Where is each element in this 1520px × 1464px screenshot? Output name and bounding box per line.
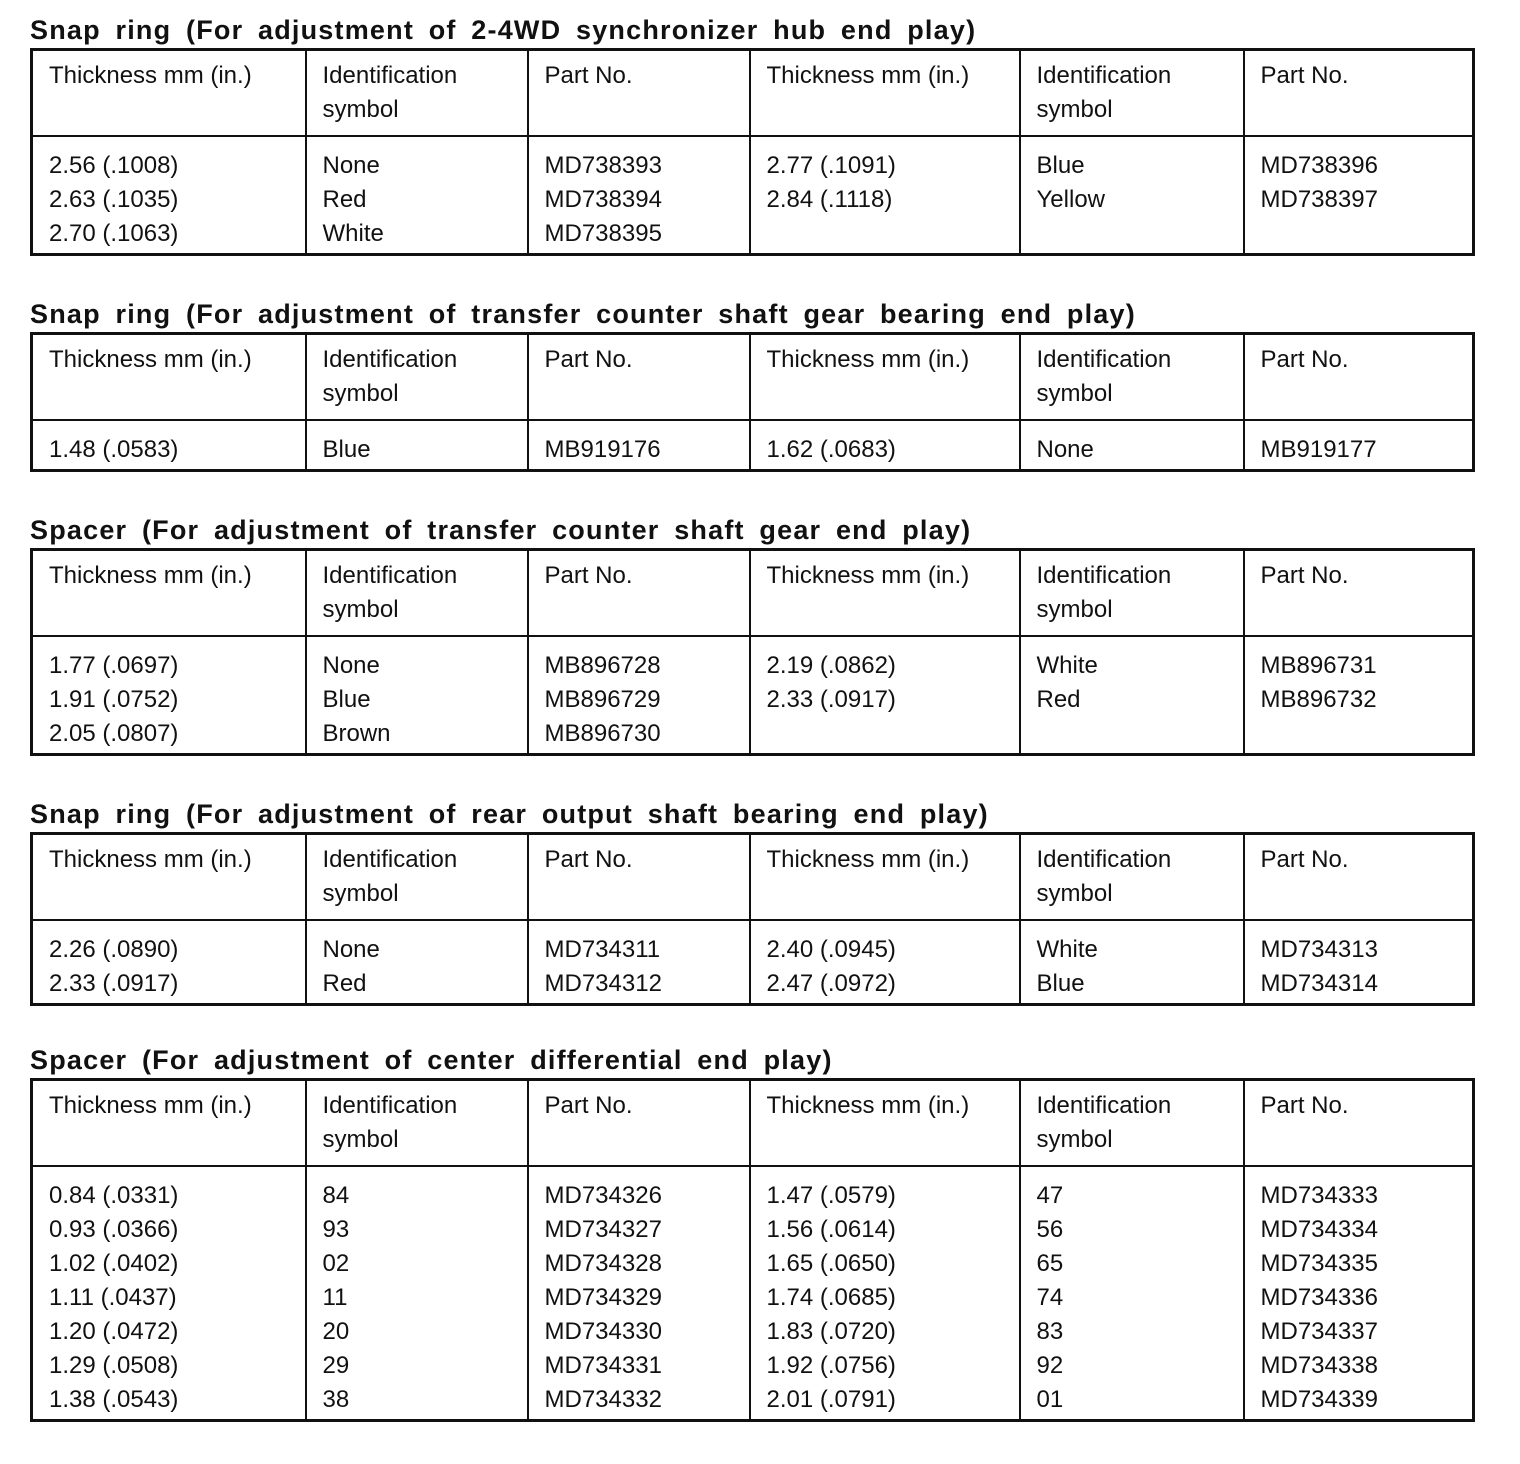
- spec-section: [30, 796, 1474, 1006]
- header-part-no: [1244, 50, 1474, 137]
- part-value: MD738396: [1260, 152, 1378, 179]
- right-part-cell: [1244, 920, 1474, 1005]
- symbol-value: 38: [322, 1386, 350, 1413]
- header-part-no: [1244, 834, 1474, 921]
- symbol-value: 84: [322, 1182, 350, 1209]
- header-part-label: Part No.: [1260, 562, 1349, 589]
- header-ident-line1: Identification: [1036, 62, 1172, 89]
- thickness-value: 1.47 (.0579): [766, 1182, 896, 1209]
- part-value: MB896730: [544, 720, 661, 747]
- part-value: MD734334: [1260, 1216, 1378, 1243]
- left-symbol-cell: [306, 136, 528, 255]
- symbol-value: White: [322, 220, 384, 247]
- right-thickness-cell: [750, 920, 1020, 1005]
- right-thickness-cell: [750, 420, 1020, 471]
- header-part-no: [528, 334, 750, 421]
- symbol-value: None: [322, 652, 380, 679]
- left-part-cell: [528, 636, 750, 755]
- header-thickness-label: Thickness mm (in.): [49, 62, 252, 89]
- symbol-value: 20: [322, 1318, 350, 1345]
- header-ident-line2: symbol: [1036, 880, 1113, 907]
- part-value: MD734314: [1260, 970, 1378, 997]
- left-thickness-cell: [32, 420, 306, 471]
- header-ident-line2: symbol: [1036, 380, 1113, 407]
- right-part-cell: [1244, 420, 1474, 471]
- part-value: MD734313: [1260, 936, 1378, 963]
- right-thickness-cell: [750, 636, 1020, 755]
- left-thickness-cell: [32, 920, 306, 1005]
- data-row: [32, 1166, 1474, 1421]
- header-part-label: Part No.: [544, 846, 633, 873]
- header-thickness-label: Thickness mm (in.): [766, 346, 970, 373]
- symbol-value: 47: [1036, 1182, 1064, 1209]
- header-ident-line2: symbol: [322, 96, 399, 123]
- header-thickness: [750, 334, 1020, 421]
- header-ident-line1: Identification: [322, 562, 458, 589]
- thickness-value: 2.26 (.0890): [49, 936, 179, 963]
- header-ident-line1: Identification: [322, 1092, 458, 1119]
- right-part-cell: [1244, 636, 1474, 755]
- symbol-value: 74: [1036, 1284, 1064, 1311]
- left-symbol-cell: [306, 420, 528, 471]
- header-thickness: [750, 50, 1020, 137]
- header-ident-line2: symbol: [322, 380, 399, 407]
- header-identification-symbol: [306, 50, 528, 137]
- left-part-cell: [528, 920, 750, 1005]
- header-row: [32, 1080, 1474, 1167]
- right-symbol-cell: [1020, 136, 1244, 255]
- left-part-cell: [528, 1166, 750, 1421]
- part-value: MD734338: [1260, 1352, 1378, 1379]
- thickness-value: 2.84 (.1118): [766, 186, 893, 213]
- thickness-value: 0.93 (.0366): [49, 1216, 179, 1243]
- part-value: MD734339: [1260, 1386, 1378, 1413]
- thickness-value: 1.20 (.0472): [49, 1318, 179, 1345]
- symbol-value: White: [1036, 936, 1098, 963]
- symbol-value: Blue: [322, 686, 371, 713]
- right-part-cell: [1244, 1166, 1474, 1421]
- left-part-cell: [528, 420, 750, 471]
- symbol-value: Brown: [322, 720, 391, 747]
- symbol-value: 11: [322, 1284, 348, 1311]
- left-thickness-cell: [32, 636, 306, 755]
- header-ident-line2: symbol: [322, 880, 399, 907]
- thickness-value: 2.56 (.1008): [49, 152, 179, 179]
- symbol-value: 92: [1036, 1352, 1064, 1379]
- thickness-value: 2.70 (.1063): [49, 220, 179, 247]
- thickness-value: 2.19 (.0862): [766, 652, 896, 679]
- symbol-value: 65: [1036, 1250, 1064, 1277]
- symbol-value: None: [322, 152, 380, 179]
- thickness-value: 1.48 (.0583): [49, 436, 179, 463]
- header-thickness: [750, 834, 1020, 921]
- spec-table: [30, 1078, 1475, 1422]
- header-thickness-label: Thickness mm (in.): [766, 62, 970, 89]
- thickness-value: 1.65 (.0650): [766, 1250, 896, 1277]
- header-thickness-label: Thickness mm (in.): [766, 1092, 970, 1119]
- spec-table: [30, 332, 1475, 472]
- left-symbol-cell: [306, 636, 528, 755]
- left-symbol-cell: [306, 1166, 528, 1421]
- right-thickness-cell: [750, 136, 1020, 255]
- thickness-value: 1.74 (.0685): [766, 1284, 896, 1311]
- header-identification-symbol: [1020, 1080, 1244, 1167]
- part-value: MD734337: [1260, 1318, 1378, 1345]
- part-value: MD734333: [1260, 1182, 1378, 1209]
- part-value: MB919177: [1260, 436, 1377, 463]
- symbol-value: Blue: [1036, 152, 1085, 179]
- header-part-no: [1244, 334, 1474, 421]
- header-thickness-label: Thickness mm (in.): [49, 346, 252, 373]
- thickness-value: 2.40 (.0945): [766, 936, 896, 963]
- thickness-value: 1.83 (.0720): [766, 1318, 896, 1345]
- header-ident-line2: symbol: [1036, 1126, 1113, 1153]
- header-part-label: Part No.: [544, 62, 633, 89]
- header-ident-line1: Identification: [322, 846, 458, 873]
- part-value: MD738394: [544, 186, 662, 213]
- header-ident-line1: Identification: [322, 346, 458, 373]
- part-value: MD734311: [544, 936, 661, 963]
- thickness-value: 2.77 (.1091): [766, 152, 896, 179]
- header-ident-line1: Identification: [322, 62, 458, 89]
- symbol-value: Blue: [1036, 970, 1085, 997]
- header-part-no: [528, 550, 750, 637]
- header-thickness: [32, 334, 306, 421]
- header-part-label: Part No.: [544, 562, 633, 589]
- symbol-value: 02: [322, 1250, 350, 1277]
- thickness-value: 2.63 (.1035): [49, 186, 179, 213]
- header-ident-line1: Identification: [1036, 346, 1172, 373]
- part-value: MD738395: [544, 220, 662, 247]
- part-value: MD734329: [544, 1284, 662, 1311]
- thickness-value: 1.92 (.0756): [766, 1352, 896, 1379]
- thickness-value: 1.29 (.0508): [49, 1352, 179, 1379]
- header-part-no: [528, 834, 750, 921]
- header-ident-line1: Identification: [1036, 1092, 1172, 1119]
- spec-table: [30, 832, 1475, 1006]
- thickness-value: 1.91 (.0752): [49, 686, 179, 713]
- thickness-value: 2.47 (.0972): [766, 970, 896, 997]
- header-ident-line1: Identification: [1036, 846, 1172, 873]
- symbol-value: 01: [1036, 1386, 1064, 1413]
- header-identification-symbol: [306, 1080, 528, 1167]
- header-identification-symbol: [1020, 50, 1244, 137]
- symbol-value: Blue: [322, 436, 371, 463]
- thickness-value: 0.84 (.0331): [49, 1182, 179, 1209]
- part-value: MD734328: [544, 1250, 662, 1277]
- symbol-value: None: [1036, 436, 1094, 463]
- left-symbol-cell: [306, 920, 528, 1005]
- spec-section: [30, 296, 1474, 472]
- header-part-no: [1244, 550, 1474, 637]
- thickness-value: 1.38 (.0543): [49, 1386, 179, 1413]
- part-value: MD738393: [544, 152, 662, 179]
- thickness-value: 2.33 (.0917): [766, 686, 896, 713]
- header-thickness-label: Thickness mm (in.): [49, 562, 252, 589]
- part-value: MD734330: [544, 1318, 662, 1345]
- symbol-value: Yellow: [1036, 186, 1105, 213]
- header-thickness: [32, 550, 306, 637]
- symbol-value: Red: [322, 970, 367, 997]
- part-value: MB919176: [544, 436, 661, 463]
- part-value: MB896728: [544, 652, 661, 679]
- header-identification-symbol: [306, 550, 528, 637]
- data-row: [32, 136, 1474, 255]
- part-value: MD738397: [1260, 186, 1378, 213]
- right-symbol-cell: [1020, 636, 1244, 755]
- thickness-value: 2.05 (.0807): [49, 720, 179, 747]
- spec-table: [30, 48, 1475, 256]
- left-thickness-cell: [32, 136, 306, 255]
- part-value: MD734331: [544, 1352, 662, 1379]
- spec-section: [30, 12, 1474, 256]
- header-ident-line2: symbol: [322, 1126, 399, 1153]
- section-title: Snap ring (For adjustment of transfer counter shaft gear bearing end play): [30, 299, 1136, 329]
- section-title: Spacer (For adjustment of center differential end play): [30, 1045, 833, 1075]
- header-part-label: Part No.: [544, 346, 633, 373]
- header-thickness-label: Thickness mm (in.): [49, 1092, 252, 1119]
- header-identification-symbol: [1020, 334, 1244, 421]
- part-value: MD734336: [1260, 1284, 1378, 1311]
- thickness-value: 1.11 (.0437): [49, 1284, 177, 1311]
- header-part-label: Part No.: [1260, 846, 1349, 873]
- spec-section: [30, 512, 1474, 756]
- header-identification-symbol: [1020, 834, 1244, 921]
- data-row: [32, 636, 1474, 755]
- header-thickness-label: Thickness mm (in.): [766, 846, 970, 873]
- symbol-value: White: [1036, 652, 1098, 679]
- symbol-value: 56: [1036, 1216, 1064, 1243]
- symbol-value: 93: [322, 1216, 350, 1243]
- header-part-no: [1244, 1080, 1474, 1167]
- part-value: MD734326: [544, 1182, 662, 1209]
- part-value: MB896731: [1260, 652, 1377, 679]
- header-part-label: Part No.: [1260, 62, 1349, 89]
- thickness-value: 1.56 (.0614): [766, 1216, 896, 1243]
- part-value: MD734332: [544, 1386, 662, 1413]
- right-part-cell: [1244, 136, 1474, 255]
- header-ident-line2: symbol: [1036, 96, 1113, 123]
- section-title: Spacer (For adjustment of transfer counter shaft gear end play): [30, 515, 972, 545]
- header-ident-line2: symbol: [1036, 596, 1113, 623]
- header-row: [32, 334, 1474, 421]
- header-identification-symbol: [1020, 550, 1244, 637]
- thickness-value: 1.77 (.0697): [49, 652, 179, 679]
- data-row: [32, 920, 1474, 1005]
- data-row: [32, 420, 1474, 471]
- left-thickness-cell: [32, 1166, 306, 1421]
- symbol-value: 83: [1036, 1318, 1064, 1345]
- spec-section: [30, 1042, 1474, 1422]
- spec-table: [30, 548, 1475, 756]
- header-thickness: [32, 834, 306, 921]
- header-thickness-label: Thickness mm (in.): [49, 846, 252, 873]
- left-part-cell: [528, 136, 750, 255]
- right-symbol-cell: [1020, 420, 1244, 471]
- header-identification-symbol: [306, 334, 528, 421]
- symbol-value: 29: [322, 1352, 350, 1379]
- header-row: [32, 50, 1474, 137]
- right-symbol-cell: [1020, 1166, 1244, 1421]
- part-value: MB896729: [544, 686, 661, 713]
- header-part-label: Part No.: [1260, 346, 1349, 373]
- right-thickness-cell: [750, 1166, 1020, 1421]
- header-part-no: [528, 1080, 750, 1167]
- header-row: [32, 550, 1474, 637]
- symbol-value: Red: [322, 186, 367, 213]
- part-value: MD734335: [1260, 1250, 1378, 1277]
- right-symbol-cell: [1020, 920, 1244, 1005]
- header-thickness: [750, 1080, 1020, 1167]
- header-thickness: [32, 50, 306, 137]
- header-row: [32, 834, 1474, 921]
- section-title: Snap ring (For adjustment of 2-4WD synchronizer hub end play): [30, 15, 977, 45]
- thickness-value: 2.33 (.0917): [49, 970, 179, 997]
- header-part-no: [528, 50, 750, 137]
- header-ident-line1: Identification: [1036, 562, 1172, 589]
- header-thickness: [32, 1080, 306, 1167]
- header-thickness-label: Thickness mm (in.): [766, 562, 970, 589]
- header-part-label: Part No.: [544, 1092, 633, 1119]
- symbol-value: Red: [1036, 686, 1081, 713]
- header-identification-symbol: [306, 834, 528, 921]
- header-thickness: [750, 550, 1020, 637]
- symbol-value: None: [322, 936, 380, 963]
- part-value: MD734312: [544, 970, 662, 997]
- thickness-value: 1.02 (.0402): [49, 1250, 179, 1277]
- section-title: Snap ring (For adjustment of rear output shaft bearing end play): [30, 799, 989, 829]
- part-value: MB896732: [1260, 686, 1377, 713]
- thickness-value: 2.01 (.0791): [766, 1386, 896, 1413]
- part-value: MD734327: [544, 1216, 662, 1243]
- header-part-label: Part No.: [1260, 1092, 1349, 1119]
- header-ident-line2: symbol: [322, 596, 399, 623]
- thickness-value: 1.62 (.0683): [766, 436, 896, 463]
